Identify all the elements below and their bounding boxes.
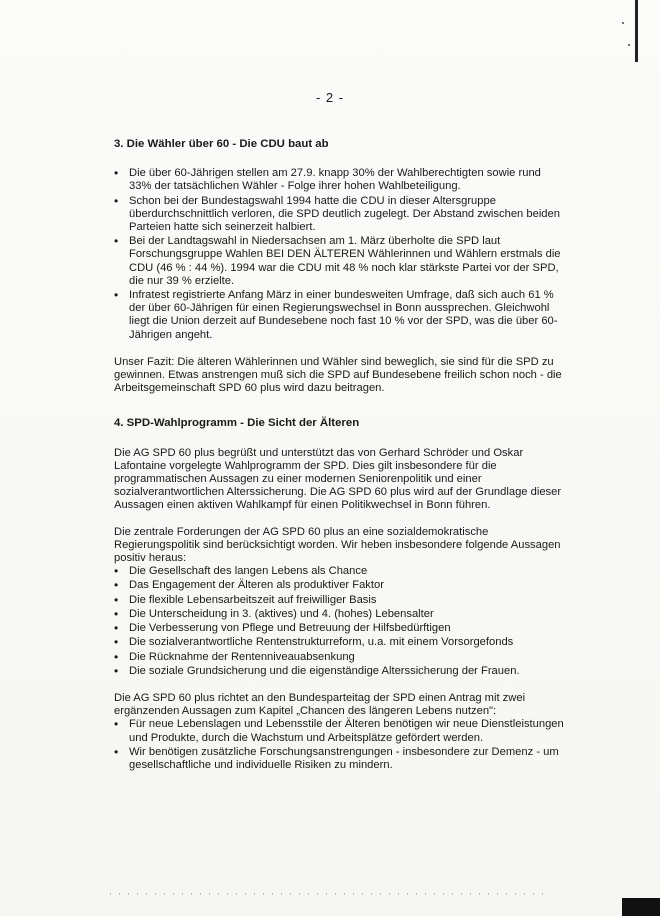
section3-conclusion: Unser Fazit: Die älteren Wählerinnen und Wähler sind beweglich, sie sind für die SPD zu gewinnen. Etwas anstrengen muß sich die SPD auf Bundesebene freilich schon noch - die Arbeitsgemeinschaft SPD 60 plus wird dazu beitragen. (114, 355, 562, 395)
list-item: • Die soziale Grundsicherung und die eigenständige Alterssicherung der Frauen. (114, 665, 564, 678)
scan-artifact-bottom-right (622, 898, 660, 916)
section4-paragraph-2: Die zentrale Forderungen der AG SPD 60 plus an eine sozialdemokratische Regierungspolitik sind berücksichtigt worden. Wir heben insbesondere folgende Aussagen positiv heraus: (114, 525, 561, 565)
document-body (114, 138, 564, 773)
section4-heading: 4. SPD-Wahlprogramm - Die Sicht der Älteren (114, 417, 360, 430)
list-item: • Die Verbesserung von Pflege und Betreuung der Hilfsbedürftigen (114, 622, 564, 635)
proposals-list (114, 718, 564, 772)
list-item: • Die Unterscheidung in 3. (aktives) und 4. (hohes) Lebensalter (114, 608, 564, 621)
section3-bullet-list (114, 167, 564, 342)
section4-paragraph-3: Die AG SPD 60 plus richtet an den Bundesparteitag der SPD einen Antrag mit zwei ergänzenden Aussagen zum Kapitel „Chancen des längeren Lebens nutzen": (114, 691, 526, 718)
list-item: • Das Engagement der Älteren als produktiver Faktor (114, 579, 564, 592)
scan-artifact-top-right (635, 0, 638, 62)
demands-list (114, 565, 564, 678)
scan-artifact-bottom-dots (110, 893, 550, 895)
scan-speck (628, 44, 630, 46)
list-item: • Die Gesellschaft des langen Lebens als Chance (114, 565, 564, 578)
scan-speck (622, 22, 624, 24)
list-item: • Die sozialverantwortliche Rentenstrukturreform, u.a. mit einem Vorsorgefonds (114, 636, 564, 649)
page-number: - 2 - (315, 90, 345, 105)
list-item: • Für neue Lebenslagen und Lebensstile der Älteren benötigen wir neue Dienstleistungen und Produkte, durch die Wachstum und Arbeitsplätze gefördert werden. (114, 718, 564, 744)
list-item: • Bei der Landtagswahl in Niedersachsen am 1. März überholte die SPD laut Forschungsgruppe Wahlen BEI DEN ÄLTEREN Wählerinnen und Wählern erstmals die CDU (46 % : 44 %). 1994 war die CDU mit 48 % noch klar stärkste Partei vor der SPD, die nur 39 % erzielte. (114, 235, 564, 288)
list-item: • Infratest registrierte Anfang März in einer bundesweiten Umfrage, daß sich auch 61 % der über 60-Jährigen für einen Regierungswechsel in Bonn aussprechen. Gleichwohl liegt die Union derzeit auf Bundesebene noch fast 10 % vor der SPD, was die über 60-Jährigen angeht. (114, 289, 564, 342)
section4-paragraph-1: Die AG SPD 60 plus begrüßt und unterstützt das von Gerhard Schröder und Oskar Lafontaine vorgelegte Wahlprogramm der SPD. Dies gilt insbesondere für die programmatischen Aussagen zu einer modernen Seniorenpolitik und einer sozialverantwortlichen Alterssicherung. Die AG SPD 60 plus wird auf der Grundlage dieser Aussagen einen aktiven Wahlkampf für einen Politikwechsel in Bonn führen. (114, 446, 562, 512)
list-item: • Wir benötigen zusätzliche Forschungsanstrengungen - insbesondere zur Demenz - um gesellschaftliche und individuelle Risiken zu mindern. (114, 746, 564, 772)
list-item: • Schon bei der Bundestagswahl 1994 hatte die CDU in dieser Altersgruppe überdurchschnittlich verloren, die SPD deutlich zugelegt. Der Abstand zwischen beiden Parteien hatte sich seinerzeit halbiert. (114, 195, 564, 235)
list-item: • Die über 60-Jährigen stellen am 27.9. knapp 30% der Wahlberechtigten sowie rund 33% der tatsächlichen Wähler - Folge ihrer hohen Wahlbeteiligung. (114, 167, 564, 193)
section3-heading: 3. Die Wähler über 60 - Die CDU baut ab (114, 138, 329, 150)
list-item: • Die flexible Lebensarbeitszeit auf freiwilliger Basis (114, 594, 564, 607)
list-item: • Die Rücknahme der Rentenniveauabsenkung (114, 651, 564, 664)
